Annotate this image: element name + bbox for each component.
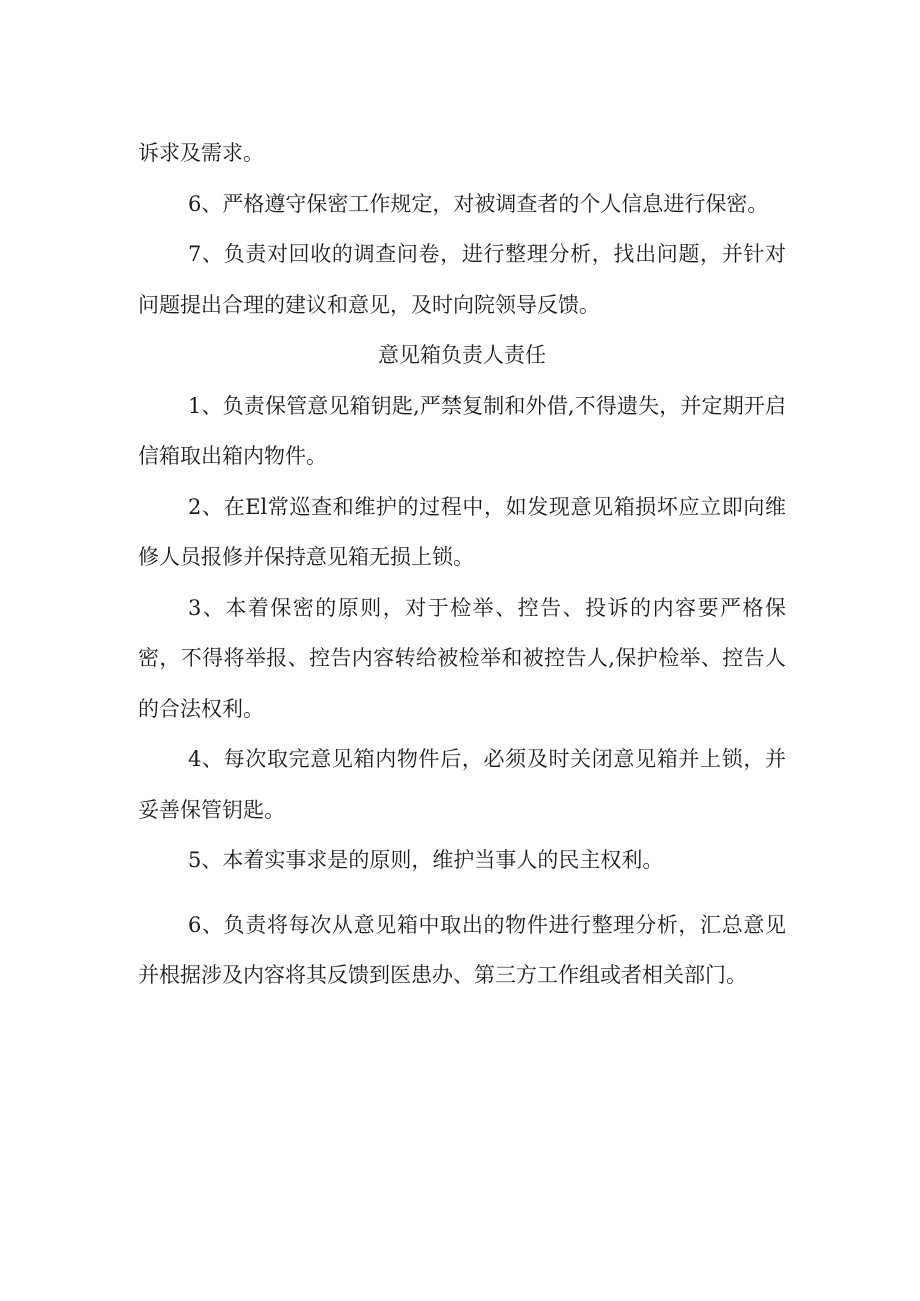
paragraph-item-7-questionnaire: 7、负责对回收的调查问卷，进行整理分析，找出问题，并针对问题提出合理的建议和意见，及时向院领导反馈。	[138, 242, 786, 317]
list-item: 2、在El常巡查和维护的过程中，如发现意见箱损坏应立即向维修人员报修并保持意见箱无损上锁。	[138, 494, 786, 569]
paragraph-continuation: 诉求及需求。	[138, 141, 264, 165]
list-item: 4、每次取完意见箱内物件后，必须及时关闭意见箱并上锁，并妥善保管钥匙。	[138, 747, 786, 822]
list-item: 6、负责将每次从意见箱中取出的物件进行整理分析，汇总意见并根据涉及内容将其反馈到医患办、第三方工作组或者相关部门。	[138, 912, 786, 987]
list-item: 3、本着保密的原则，对于检举、控告、投诉的内容要严格保密，不得将举报、控告内容转给被检举和被控告人,保护检举、控告人的合法权利。	[138, 595, 786, 721]
section-title: 意见箱负责人责任	[378, 343, 546, 367]
list-item: 5、本着实事求是的原则，维护当事人的民主权利。	[188, 848, 664, 872]
list-item: 1、负责保管意见箱钥匙,严禁复制和外借,不得遗失，并定期开启信箱取出箱内物件。	[138, 393, 786, 468]
document-body	[138, 128, 786, 1001]
paragraph-item-6-confidentiality: 6、严格遵守保密工作规定，对被调查者的个人信息进行保密。	[188, 191, 769, 216]
